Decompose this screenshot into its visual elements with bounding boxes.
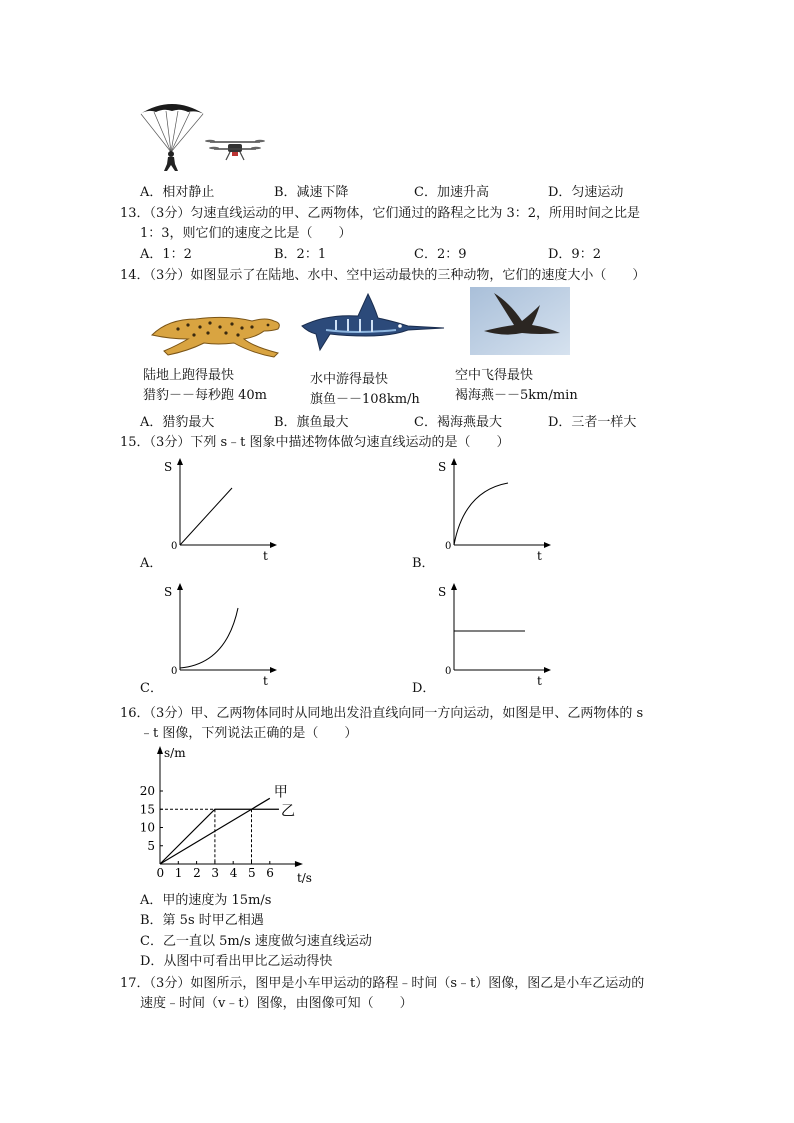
q14-option-b[interactable]: B．旗鱼最大 [274, 415, 349, 430]
q15-graph-d[interactable] [434, 580, 554, 690]
q15-graph-c-xlabel: t [263, 674, 268, 688]
q14-stem-line1: 14．（3分）如图显示了在陆地、水中、空中运动最快的三种动物，它们的速度大小（ ） [120, 268, 646, 283]
q12-option-b[interactable]: B．减速下降 [274, 185, 349, 200]
y-tick-label: 10 [139, 820, 155, 835]
swift-image [470, 287, 570, 355]
marlin-detail: 旗鱼－－108km/h [310, 392, 420, 407]
q14-option-c[interactable]: C．褐海燕最大 [414, 415, 502, 430]
marlin-image [296, 290, 446, 356]
series-label-jia: 甲 [273, 784, 288, 801]
q15-graph-d-xlabel: t [537, 674, 542, 688]
y-axis-label: s/m [164, 746, 186, 760]
q15-option-a-letter[interactable]: A． [140, 556, 163, 571]
q13-option-c[interactable]: C．2：9 [414, 247, 467, 262]
q15-graph-d-origin: 0 [445, 666, 452, 677]
q15-graph-b[interactable] [434, 455, 554, 565]
q12-option-c[interactable]: C．加速升高 [414, 185, 489, 200]
q12-option-d[interactable]: D．匀速运动 [548, 185, 624, 200]
q17-stem-line1: 17．（3分）如图所示，图甲是小车甲运动的路程﹣时间（s﹣t）图像，图乙是小车乙运动的 [120, 976, 645, 991]
q15-graph-a-xlabel: t [263, 549, 268, 563]
series-label-yi: 乙 [280, 803, 295, 820]
q16-option-b[interactable]: B．第 5s 时甲乙相遇 [140, 913, 264, 928]
x-tick-label: 5 [248, 866, 256, 880]
cheetah-title: 陆地上跑得最快 [143, 368, 235, 383]
q13-stem-line2: 1：3，则它们的速度之比是（ ） [140, 226, 352, 241]
marlin-title: 水中游得最快 [310, 372, 389, 387]
q16-option-c[interactable]: C．乙一直以 5m/s 速度做匀速直线运动 [140, 934, 372, 949]
q17-stem-line2: 速度﹣时间（v﹣t）图像，由图像可知（ ） [140, 996, 413, 1011]
q16-option-d[interactable]: D．从图中可看出甲比乙运动得快 [140, 954, 333, 969]
q14-option-d[interactable]: D．三者一样大 [548, 415, 637, 430]
y-tick-label: 20 [139, 784, 155, 798]
q15-graph-c-ylabel: S [164, 585, 173, 599]
q15-graph-d-ylabel: S [438, 585, 447, 599]
q13-option-b[interactable]: B．2：1 [274, 247, 327, 262]
q15-graph-a[interactable] [160, 455, 280, 565]
x-tick-label: 6 [266, 866, 274, 880]
x-axis-label: t/s [296, 871, 312, 885]
y-tick-label: 5 [147, 838, 155, 853]
q15-graph-b-xlabel: t [537, 549, 542, 563]
q13-option-a[interactable]: A．1：2 [140, 247, 192, 262]
q15-option-c-letter[interactable]: C． [140, 681, 163, 696]
x-axis-arrow [295, 861, 303, 867]
q15-graph-c[interactable] [160, 580, 280, 690]
x-tick-label: 1 [174, 866, 183, 880]
q15-option-b-letter[interactable]: B． [412, 556, 435, 571]
q15-graph-b-origin: 0 [445, 541, 452, 552]
x-tick-label: 3 [211, 866, 220, 880]
q15-graph-a-origin: 0 [171, 541, 178, 552]
x-tick-label: 2 [193, 866, 201, 880]
x-tick-label: 4 [229, 866, 238, 880]
q16-stem-line1: 16．（3分）甲、乙两物体同时从同地出发沿直线向同一方向运动，如图是甲、乙两物体的 s [120, 706, 644, 721]
q12-option-a[interactable]: A．相对静止 [140, 185, 215, 200]
cheetah-image [148, 305, 294, 361]
series-line-jia [160, 798, 270, 864]
q14-option-a[interactable]: A．猎豹最大 [140, 415, 215, 430]
q15-option-d-letter[interactable]: D． [412, 681, 436, 696]
q16-option-a[interactable]: A．甲的速度为 15m/s [140, 893, 272, 908]
q13-option-d[interactable]: D．9：2 [548, 247, 601, 262]
q13-stem-line1: 13．（3分）匀速直线运动的甲、乙两物体，它们通过的路程之比为 3：2，所用时间之比是 [120, 206, 640, 221]
swift-detail: 褐海燕－－5km/min [455, 388, 578, 403]
series-line-yi [160, 809, 279, 864]
cheetah-detail: 猎豹－－每秒跑 40m [143, 388, 268, 403]
parachute-drone-illustration [134, 96, 274, 174]
q15-graph-b-ylabel: S [438, 460, 447, 474]
y-tick-label: 15 [139, 802, 155, 817]
x-tick-label: 0 [156, 866, 165, 880]
q16-stem-line2: ﹣t 图像，下列说法正确的是（ ） [140, 726, 358, 741]
q15-stem-line1: 15．（3分）下列 s﹣t 图象中描述物体做匀速直线运动的是（ ） [120, 435, 510, 450]
y-axis-arrow [157, 746, 163, 754]
q16-st-chart [136, 742, 326, 888]
swift-title: 空中飞得最快 [455, 368, 534, 383]
q15-graph-c-origin: 0 [171, 666, 178, 677]
q15-graph-a-ylabel: S [164, 460, 173, 474]
